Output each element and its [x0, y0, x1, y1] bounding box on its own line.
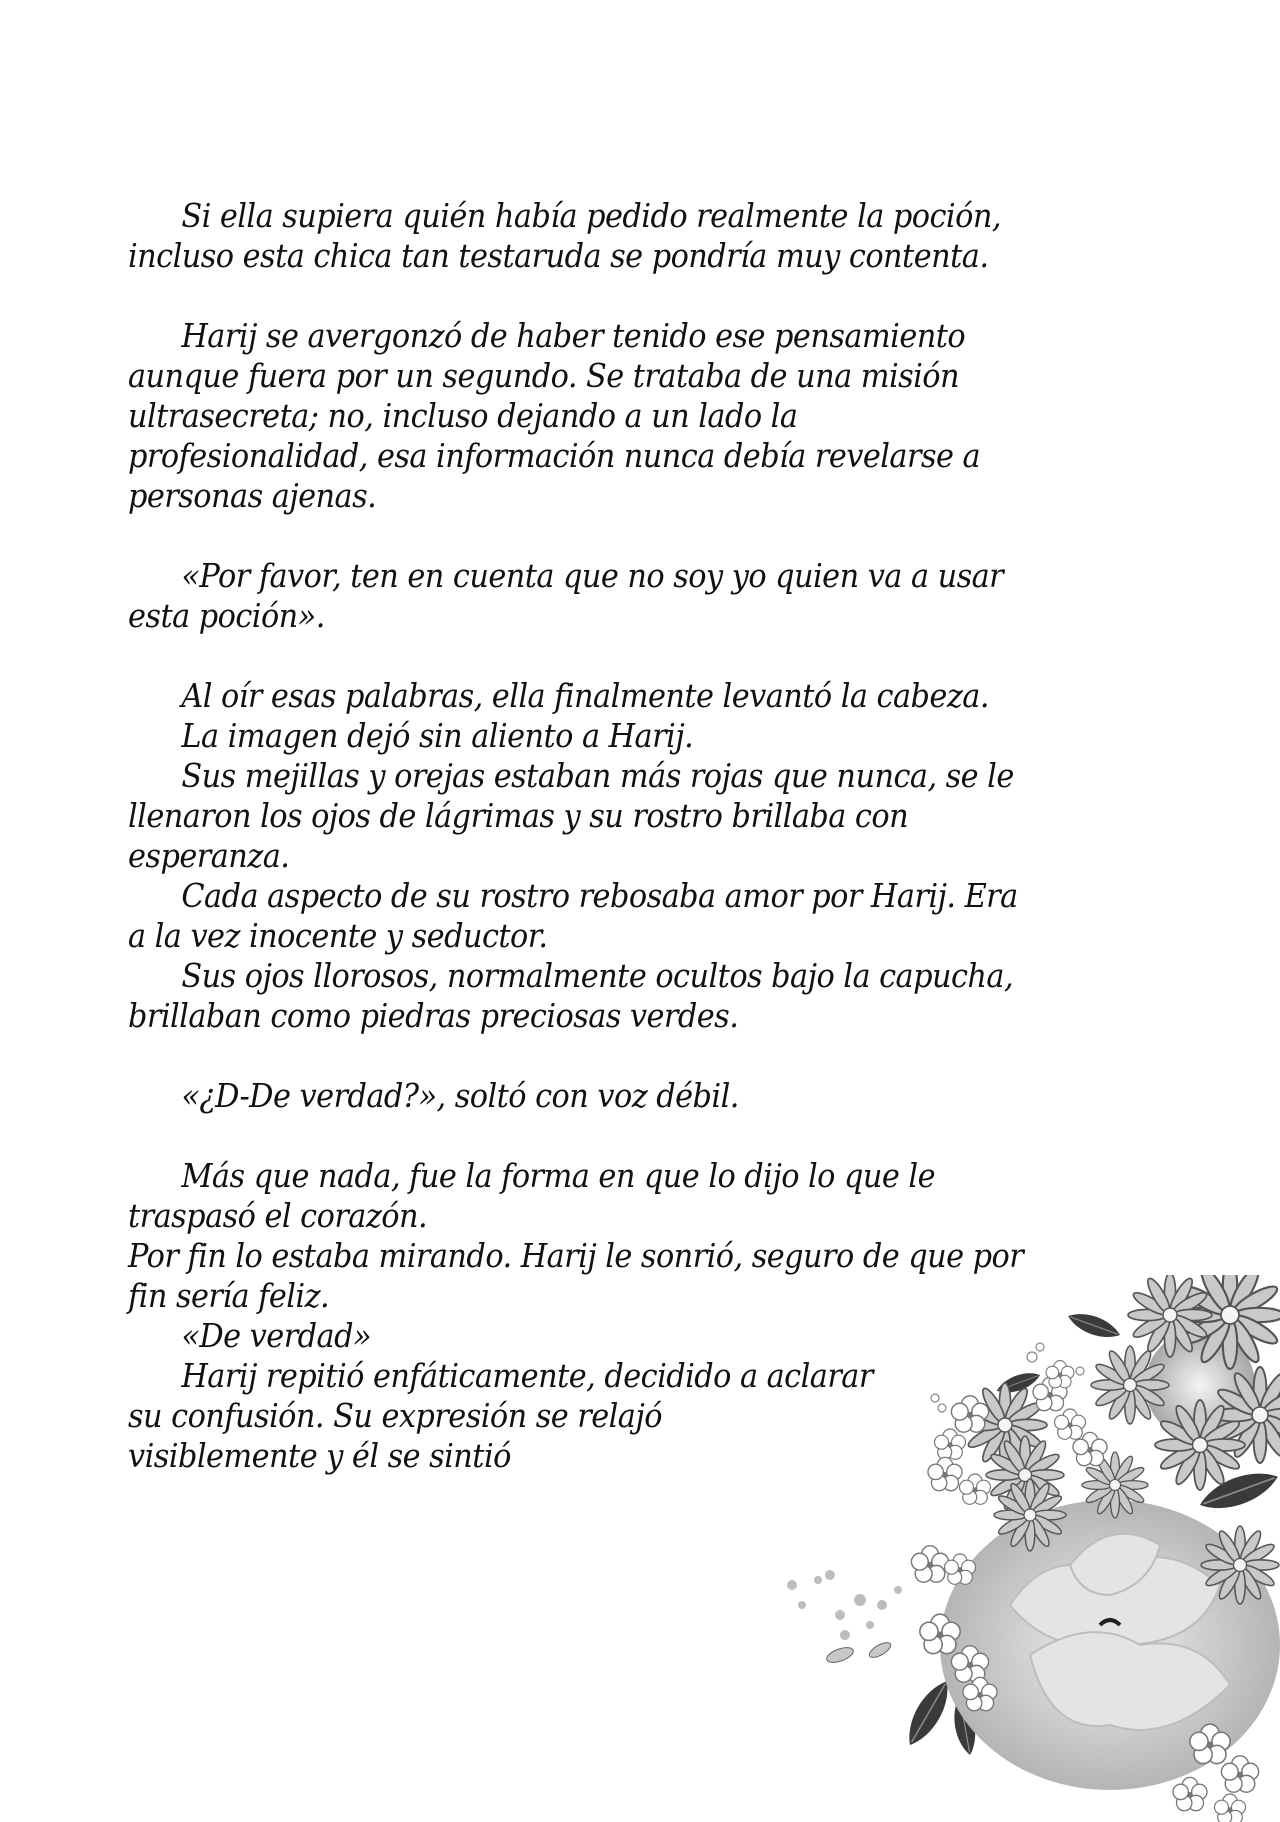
text-line: Harij repitió enfáticamente, decidido a aclarar — [181, 1356, 873, 1395]
text-line: llenaron los ojos de lágrimas y su rostro brillaba con — [128, 796, 909, 835]
text-line: incluso esta chica tan testaruda se pondría muy contenta. — [128, 236, 989, 275]
paragraph-gap — [128, 516, 1057, 556]
text-line: «¿D-De verdad?», soltó con voz débil. — [181, 1076, 739, 1115]
text-line: fin sería feliz. — [128, 1276, 330, 1315]
paragraph-gap — [128, 1116, 1057, 1156]
text-line: a la vez inocente y seductor. — [128, 916, 548, 955]
text-line: traspasó el corazón. — [128, 1196, 428, 1235]
text-line: Más que nada, fue la forma en que lo dijo lo que le — [181, 1156, 935, 1195]
text-line: Sus ojos llorosos, normalmente ocultos bajo la capucha, — [181, 956, 1014, 995]
text-line: Si ella supiera quién había pedido realmente la poción, — [181, 196, 1001, 235]
text-line: Harij se avergonzó de haber tenido ese pensamiento — [181, 316, 966, 355]
body-text — [128, 196, 1057, 1476]
text-line: Cada aspecto de su rostro rebosaba amor por Harij. Era — [181, 876, 1018, 915]
text-line: personas ajenas. — [128, 476, 377, 515]
text-line: Por fin lo estaba mirando. Harij le sonrió, seguro de que por — [128, 1236, 1024, 1275]
text-line: «De verdad» — [181, 1316, 372, 1355]
text-line: ultrasecreta; no, incluso dejando a un lado la — [128, 396, 798, 435]
text-line: su confusión. Su expresión se relajó — [128, 1396, 662, 1435]
text-line: visiblemente y él se sintió — [128, 1436, 511, 1475]
text-line: La imagen dejó sin aliento a Harij. — [181, 716, 694, 755]
text-line: brillaban como piedras preciosas verdes. — [128, 996, 739, 1035]
text-line: esperanza. — [128, 836, 290, 875]
paragraph-gap — [128, 636, 1057, 676]
text-line: profesionalidad, esa información nunca debía revelarse a — [128, 436, 981, 475]
text-line: «Por favor, ten en cuenta que no soy yo quien va a usar — [181, 556, 1004, 595]
paragraph-gap — [128, 276, 1057, 316]
text-line: esta poción». — [128, 596, 325, 635]
text-line: Sus mejillas y orejas estaban más rojas que nunca, se le — [181, 756, 1014, 795]
text-line: aunque fuera por un segundo. Se trataba de una misión — [128, 356, 960, 395]
paragraph-gap — [128, 1036, 1057, 1076]
text-line: Al oír esas palabras, ella finalmente levantó la cabeza. — [181, 676, 989, 715]
